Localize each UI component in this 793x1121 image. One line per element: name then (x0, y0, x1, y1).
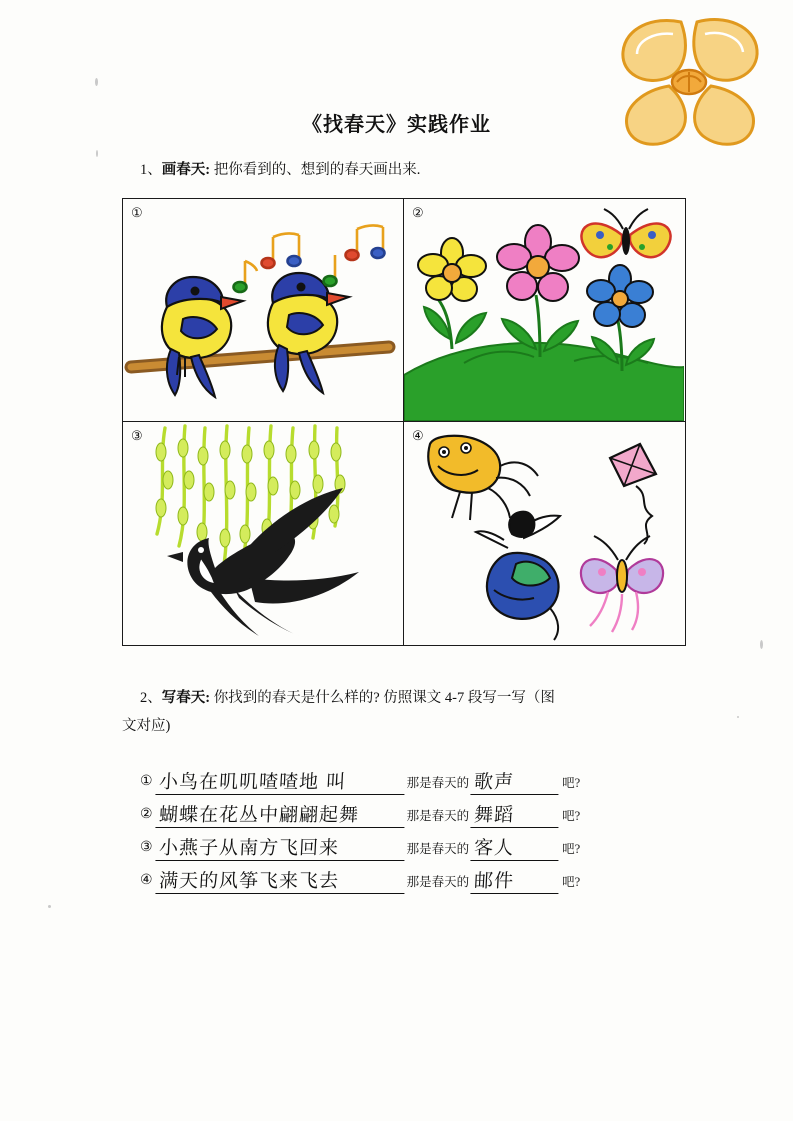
drawing-cell-1 (123, 199, 404, 422)
scan-speckle (95, 78, 98, 86)
answer-middle-text: 那是春天的 (406, 875, 470, 889)
drawing-number-2: ② (412, 205, 424, 220)
task1-number: 1、 (140, 162, 162, 178)
answer-row (140, 828, 680, 861)
answer-blank-1[interactable]: 小鸟在叽叽喳喳地 叫 (155, 773, 405, 795)
task1-instruction (140, 158, 420, 179)
task2-instruction-line2: 文对应) (122, 718, 171, 734)
answer-blank-1[interactable]: 蝴蝶在花丛中翩翩起舞 (155, 806, 405, 828)
answer-blank-2[interactable]: 邮件 (471, 872, 560, 894)
answer-blank-1[interactable]: 满天的风筝飞来飞去 (155, 872, 405, 894)
task2-instruction (140, 686, 555, 707)
drawing-cell-4 (404, 422, 685, 645)
answer-number: ③ (140, 840, 153, 855)
answers-list (140, 762, 680, 894)
answer-number: ② (140, 807, 153, 822)
answer-number: ① (140, 774, 153, 789)
answer-blank-2[interactable]: 歌声 (471, 773, 560, 795)
drawing-cell-3 (123, 422, 404, 645)
answer-number: ④ (140, 873, 153, 888)
scan-speckle (737, 716, 739, 718)
drawing-number-3: ③ (131, 428, 143, 443)
answer-row (140, 861, 680, 894)
answer-blank-2[interactable]: 舞蹈 (471, 806, 560, 828)
answer-middle-text: 那是春天的 (406, 842, 470, 856)
drawing-number-4: ④ (412, 428, 424, 443)
scan-speckle (96, 150, 98, 157)
task1-text: 把你看到的、想到的春天画出来. (213, 162, 421, 178)
answer-tail-text: 吧? (562, 875, 581, 889)
drawing-cell-2 (404, 199, 685, 422)
answer-middle-text: 那是春天的 (406, 776, 470, 790)
task1-label: 画春天: (161, 162, 211, 178)
task2-text: 你找到的春天是什么样的? 仿照课文 4-7 段写一写（图 (213, 690, 555, 706)
task2-number: 2、 (140, 690, 162, 706)
answer-tail-text: 吧? (562, 842, 581, 856)
answer-tail-text: 吧? (562, 776, 581, 790)
answer-blank-1[interactable]: 小燕子从南方飞回来 (155, 839, 405, 861)
answer-row (140, 795, 680, 828)
answer-middle-text: 那是春天的 (406, 809, 470, 823)
page-title: 《找春天》实践作业 (302, 114, 491, 136)
scan-speckle (760, 640, 763, 649)
answer-tail-text: 吧? (562, 809, 581, 823)
drawing-grid (122, 198, 686, 646)
task2-label: 写春天: (161, 690, 211, 706)
scan-speckle (48, 905, 51, 908)
answer-blank-2[interactable]: 客人 (471, 839, 560, 861)
drawing-number-1: ① (131, 205, 143, 220)
answer-row (140, 762, 680, 795)
